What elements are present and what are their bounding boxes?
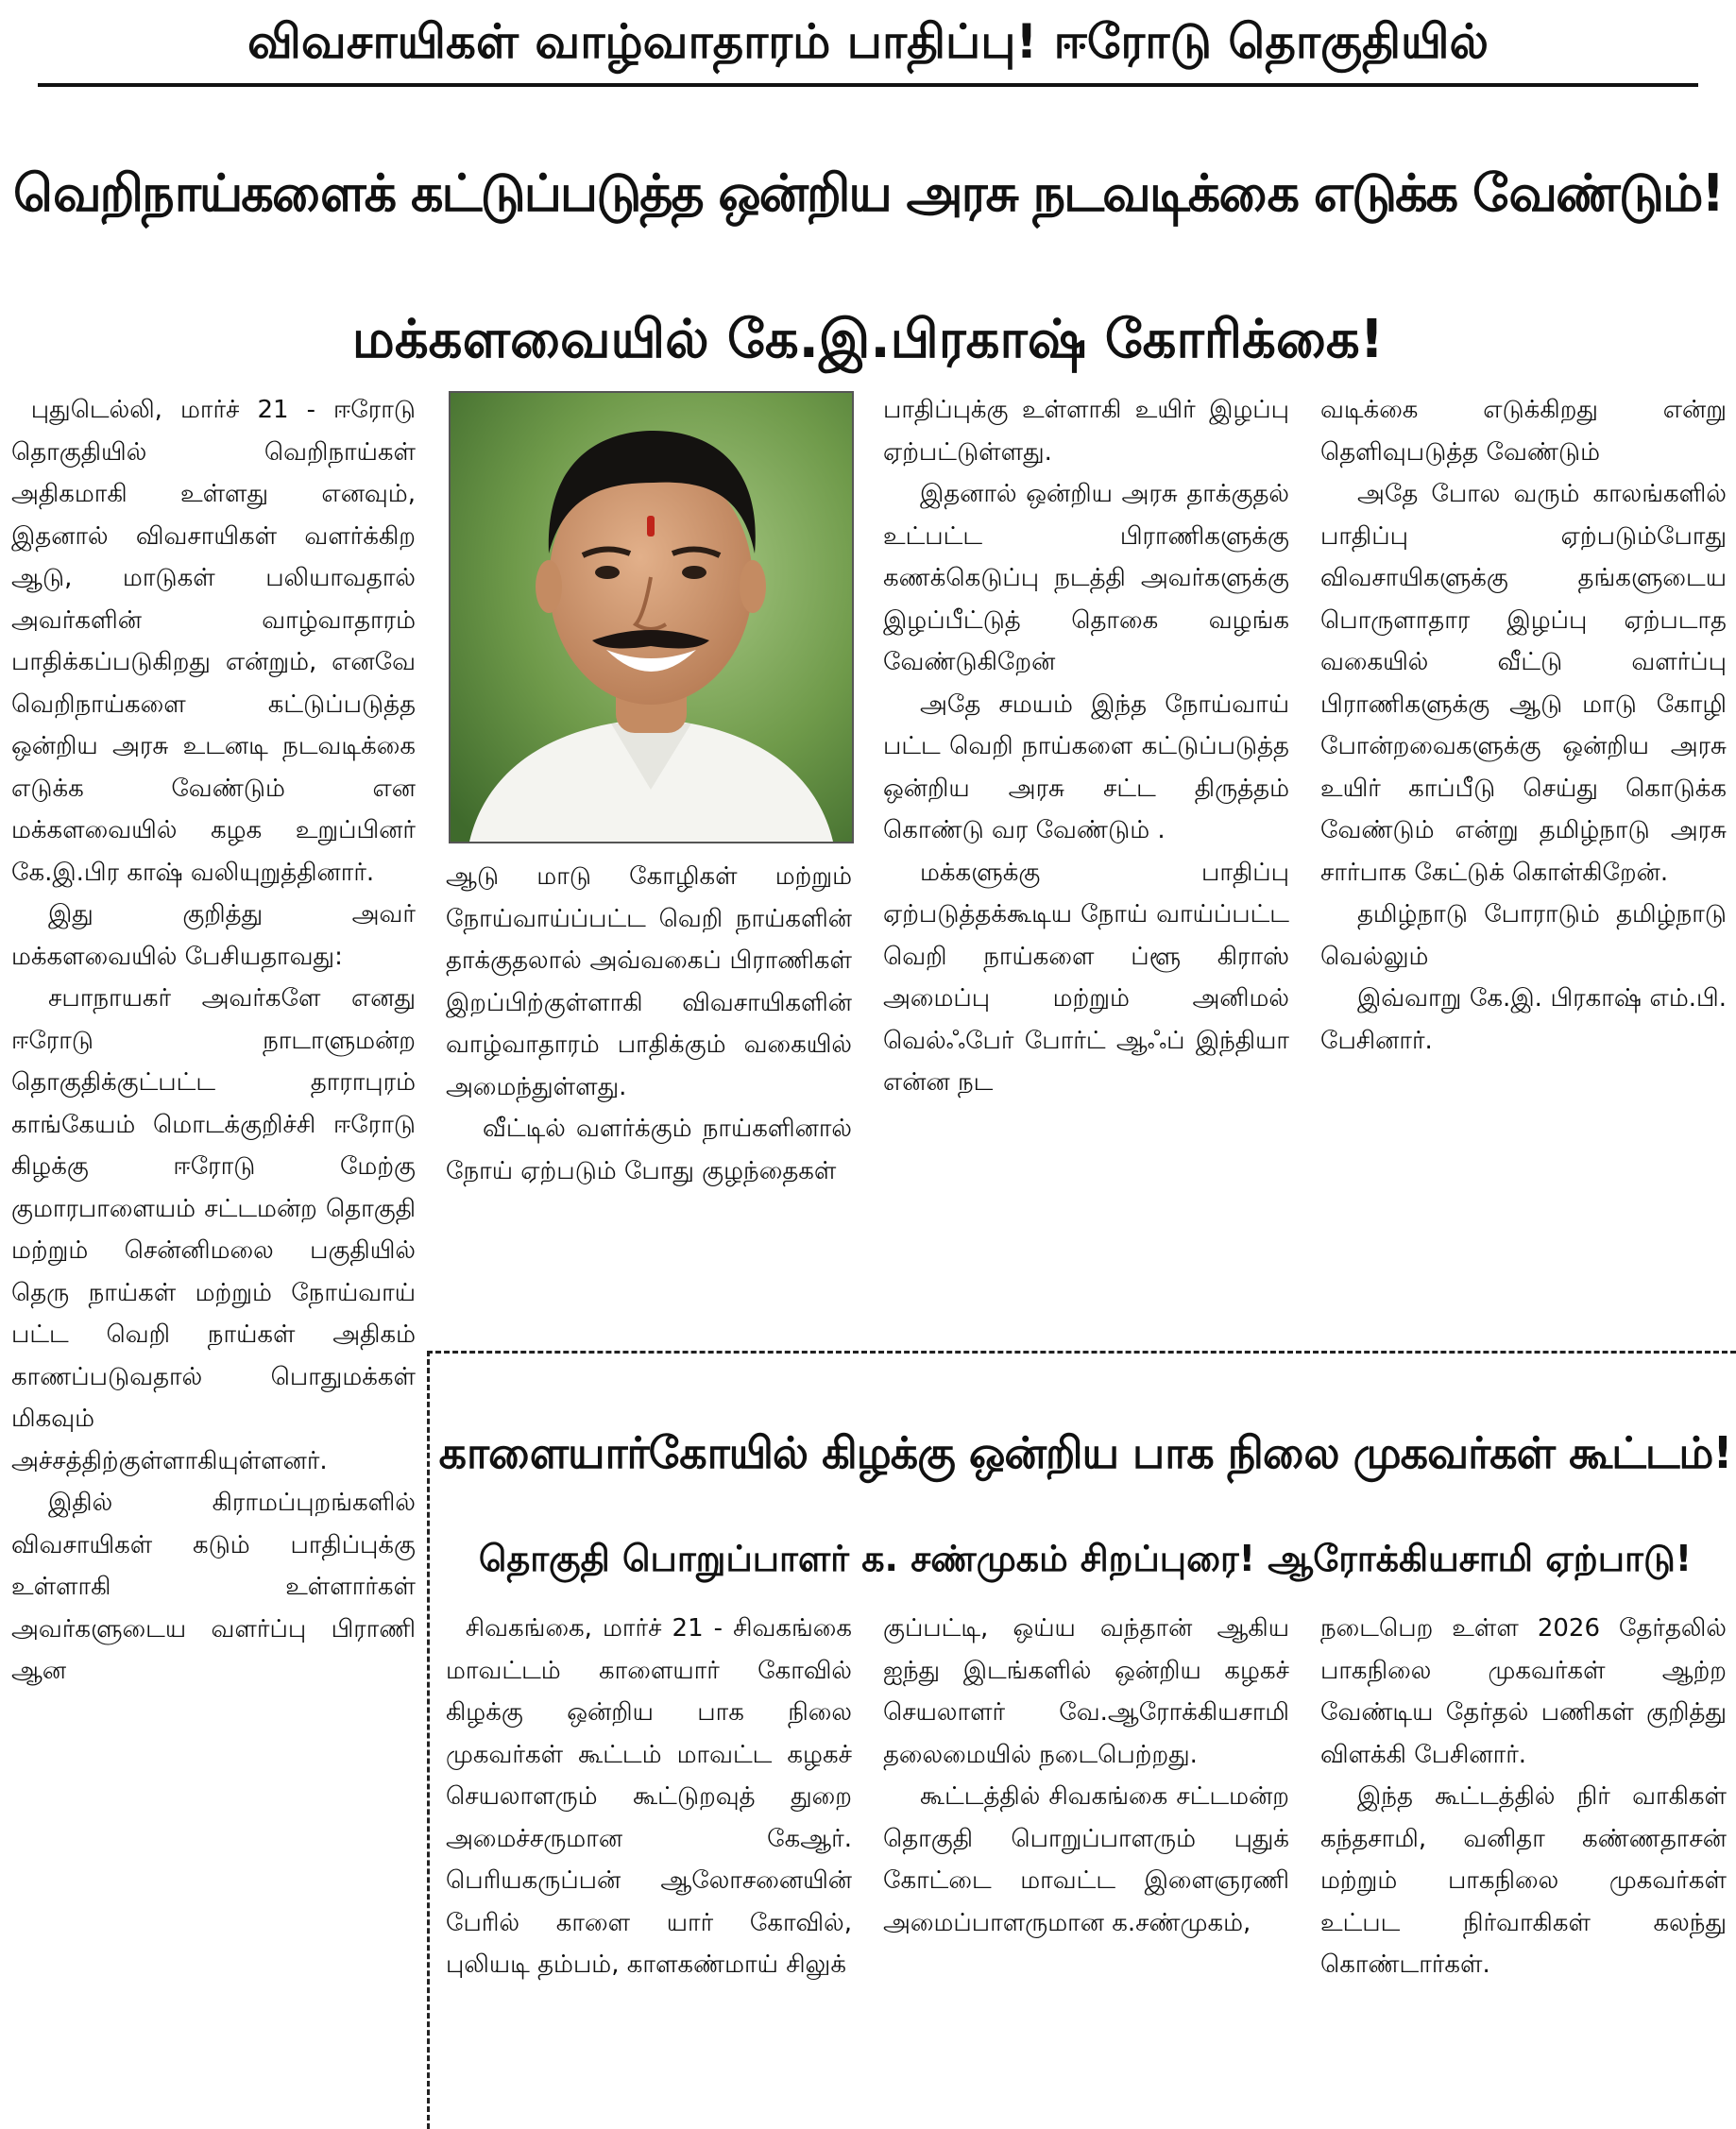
paragraph: அதே போல வரும் காலங்களில் பாதிப்பு ஏற்படும்போது விவசாயிகளுக்கு தங்களுடைய பொருளாதார இழப்பு ஏற்படாத வகையில் வீட்டு வளர்ப்பு பிராணிகளுக்கு ஆடு மாடு கோழி போன்றவைகளுக்கு ஒன்றிய அரசு உயிர் காப்பீடு செய்து கொடுக்க வேண்டும் என்று தமிழ்நாடு அரசு சார்பாக கேட்டுக் கொள்கிறேன்.: [1320, 480, 1727, 887]
main-headline: வெறிநாய்களைக் கட்டுப்படுத்த ஒன்றிய அரசு நடவடிக்கை எடுக்க வேண்டும்!: [12, 163, 1724, 223]
speaker-photo: [449, 391, 854, 843]
second-article-headline: காளையார்கோயில் கிழக்கு ஒன்றிய பாக நிலை முகவர்கள் கூட்டம்!: [438, 1427, 1732, 1478]
article-separator-vertical: [427, 1351, 430, 2129]
second-article-subhead: தொகுதி பொறுப்பாளர் க. சண்முகம் சிறப்புரை! ஆரோக்கியசாமி ஏற்பாடு!: [478, 1538, 1693, 1579]
article1-column-1: [11, 389, 416, 2129]
paragraph: கூட்டத்தில் சிவகங்கை சட்டமன்ற தொகுதி பொறுப்பாளரும் புதுக் கோட்டை மாவட்ட இளைஞரணி அமைப்பாளருமான க.சண்முகம்,: [883, 1782, 1289, 1937]
paragraph: பாதிப்புக்கு உள்ளாகி உயிர் இழப்பு ஏற்பட்டுள்ளது.: [883, 396, 1289, 467]
paragraph: நடைபெற உள்ள 2026 தேர்தலில் பாகநிலை முகவர்கள் ஆற்ற வேண்டிய தேர்தல் பணிகள் குறித்து விளக்கி பேசினார்.: [1320, 1614, 1727, 1769]
paragraph: இவ்வாறு கே.இ. பிரகாஷ் எம்.பி. பேசினார்.: [1320, 984, 1727, 1055]
paragraph: இதில் கிராமப்புறங்களில் விவசாயிகள் கடும் பாதிப்புக்கு உள்ளாகி உள்ளார்கள் அவர்களுடைய வளர்ப்பு பிராணி ஆன: [11, 1489, 416, 1685]
paragraph: அதே சமயம் இந்த நோய்வாய் பட்ட வெறி நாய்களை கட்டுப்படுத்த ஒன்றிய அரசு சட்ட திருத்தம் கொண்டு வர வேண்டும் .: [883, 690, 1289, 844]
article1-column-3: [883, 389, 1289, 1337]
paragraph: குப்பட்டி, ஒய்ய வந்தான் ஆகிய ஐந்து இடங்களில் ஒன்றிய கழகச் செயலாளர் வே.ஆரோக்கியசாமி தலைமையில் நடைபெற்றது.: [883, 1614, 1289, 1769]
paragraph: இதனால் ஒன்றிய அரசு தாக்குதல் உட்பட்ட பிராணிகளுக்கு கணக்கெடுப்பு நடத்தி அவர்களுக்கு இழப்பீட்டுத் தொகை வழங்க வேண்டுகிறேன்: [883, 480, 1289, 676]
kicker-underline: [38, 83, 1698, 87]
paragraph: சபாநாயகர் அவர்களே எனது ஈரோடு நாடாளுமன்ற தொகுதிக்குட்பட்ட தாராபுரம் காங்கேயம் மொடக்குறிச்சி ஈரோடு கிழக்கு ஈரோடு மேற்கு குமாரபாளையம் சட்டமன்ற தொகுதி மற்றும் சென்னிமலை பகுதியில் தெரு நாய்கள் மற்றும் நோய்வாய் பட்ட வெறி நாய்கள் அதிகம் காணப்படுவதால் பொதுமக்கள் மிகவும் அச்சத்திற்குள்ளாகியுள்ளனர்.: [11, 984, 416, 1475]
article2-column-3: [1320, 1608, 1727, 2129]
article2-column-2: [883, 1608, 1289, 2129]
article1-column-4: [1320, 389, 1727, 1337]
paragraph: இது குறித்து அவர் மக்களவையில் பேசியதாவது:: [11, 900, 416, 971]
paragraph: மக்களுக்கு பாதிப்பு ஏற்படுத்தக்கூடிய நோய் வாய்ப்பட்ட வெறி நாய்களை ப்ளூ கிராஸ் அமைப்பு மற்றும் அனிமல் வெல்ஃபேர் போர்ட் ஆஃப் இந்தியா என்ன நட: [883, 858, 1289, 1097]
paragraph: வீட்டில் வளர்க்கும் நாய்களினால் நோய் ஏற்படும் போது குழந்தைகள்: [446, 1115, 852, 1185]
article2-column-1: [446, 1608, 852, 2129]
kicker-headline: விவசாயிகள் வாழ்வாதாரம் பாதிப்பு! ஈரோடு தொகுதியில்: [247, 14, 1489, 69]
paragraph: சிவகங்கை, மார்ச் 21 - சிவகங்கை மாவட்டம் காளையார் கோவில் கிழக்கு ஒன்றிய பாக நிலை முகவர்கள் கூட்டம் மாவட்ட கழகச் செயலாளரும் கூட்டுறவுத் துறை அமைச்சருமான கேஆர். பெரியகருப்பன் ஆலோசனையின் பேரில் காளை யார் கோவில், புலியடி தம்பம், காளகண்மாய் சிலுக்: [446, 1614, 852, 1979]
paragraph: புதுடெல்லி, மார்ச் 21 - ஈரோடு தொகுதியில் வெறிநாய்கள் அதிகமாகி உள்ளது எனவும், இதனால் விவசாயிகள் வளர்க்கிற ஆடு, மாடுகள் பலியாவதால் அவர்களின் வாழ்வாதாரம் பாதிக்கப்படுகிறது என்றும், எனவே வெறிநாய்களை கட்டுப்படுத்த ஒன்றிய அரசு உடனடி நடவடிக்கை எடுக்க வேண்டும் என மக்களவையில் கழக உறுப்பினர் கே.இ.பிர காஷ் வலியுறுத்தினார்.: [11, 396, 416, 887]
article1-column-2: [446, 856, 852, 1337]
article-separator-horizontal: [427, 1351, 1736, 1354]
paragraph: ஆடு மாடு கோழிகள் மற்றும் நோய்வாய்ப்பட்ட வெறி நாய்களின் தாக்குதலால் அவ்வகைப் பிராணிகள் இறப்பிற்குள்ளாகி விவசாயிகளின் வாழ்வாதாரம் பாதிக்கும் வகையில் அமைந்துள்ளது.: [446, 862, 852, 1101]
paragraph: வடிக்கை எடுக்கிறது என்று தெளிவுபடுத்த வேண்டும்: [1320, 396, 1727, 467]
paragraph: தமிழ்நாடு போராடும் தமிழ்நாடு வெல்லும்: [1320, 900, 1727, 971]
sub-headline: மக்களவையில் கே.இ.பிரகாஷ் கோரிக்கை!: [351, 309, 1385, 370]
paragraph: இந்த கூட்டத்தில் நிர் வாகிகள் கந்தசாமி, வனிதா கண்ணதாசன் மற்றும் பாகநிலை முகவர்கள் உட்பட நிர்வாகிகள் கலந்து கொண்டார்கள்.: [1320, 1782, 1727, 1979]
